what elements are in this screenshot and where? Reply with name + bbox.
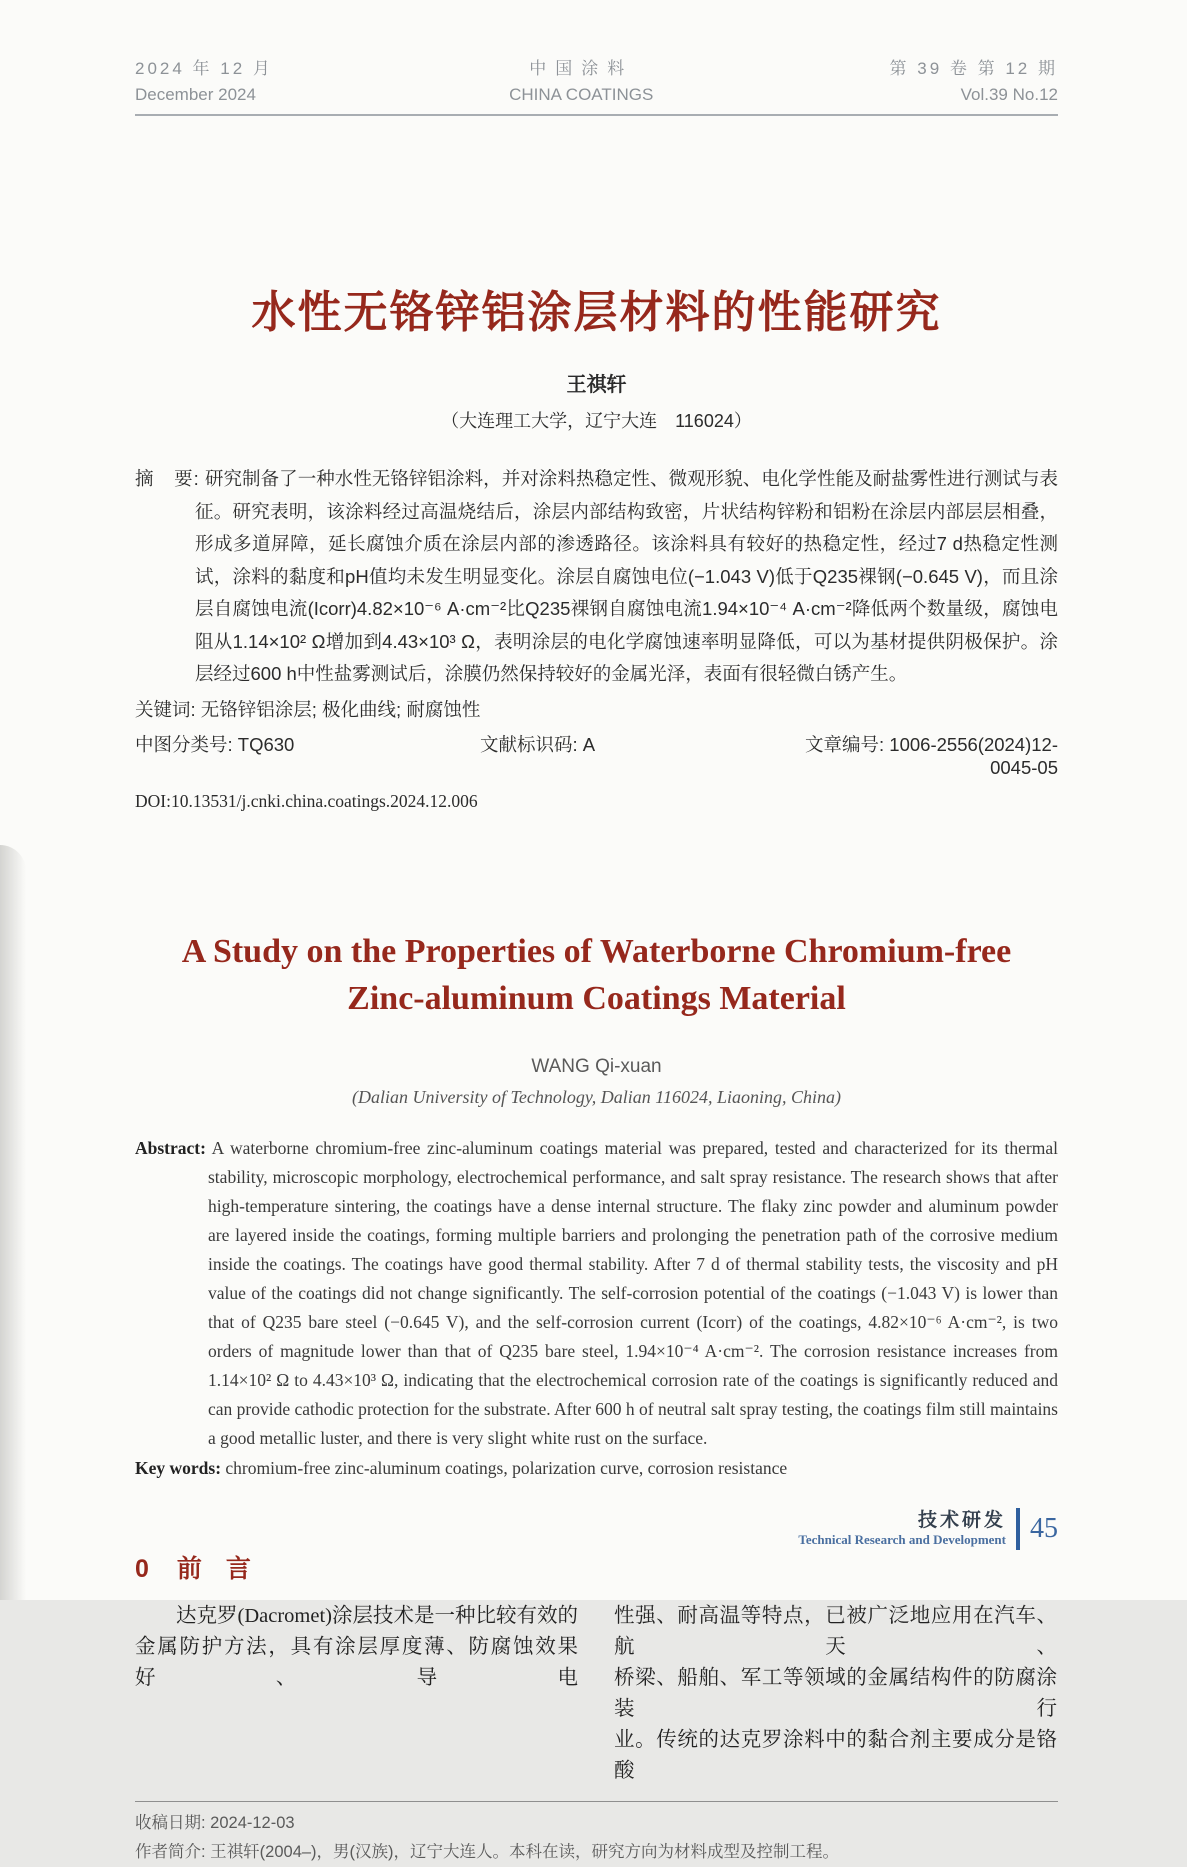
- intro-line: 金属防护方法，具有涂层厚度薄、防腐蚀效果好、导电: [135, 1635, 578, 1689]
- abstract-zh-label: 摘 要:: [135, 468, 200, 489]
- article-title-en-line1: A Study on the Properties of Waterborne Chromium-free: [181, 932, 1012, 970]
- article-title-zh: 水性无铬锌铝涂层材料的性能研究: [251, 288, 942, 337]
- header-date-en: December 2024: [135, 85, 256, 104]
- section-0-number: 0: [135, 1554, 149, 1583]
- article-number: 文章编号: 1006-2556(2024)12-0045-05: [805, 733, 1058, 778]
- article-title-en-line2: Zinc-aluminum Coatings Material: [347, 979, 846, 1017]
- page-content: [135, 0, 1058, 1867]
- abstract-zh-text: 研究制备了一种水性无铬锌铝涂料，并对涂料热稳定性、微观形貌、电化学性能及耐盐雾性进行测试与表征。研究表明，该涂料经过高温烧结后，涂层内部结构致密，片状结构锌粉和铝粉在涂层内部层层相叠，形成多道屏障，延长腐蚀介质在涂层内部的渗透路径。该涂料具有较好的热稳定性，经过7 d热稳定性测试，涂料的黏度和pH值均未发生明显变化。涂层自腐蚀电位(−1.043 V)低于Q235裸钢(−0.645 V)，而且涂层自腐蚀电流(Icorr)4.82×10⁻⁶ A·cm⁻²比Q235裸钢自腐蚀电流1.94×10⁻⁴ A·cm⁻²降低两个数量级，腐蚀电阻从1.14×10² Ω增加到4.43×10³ Ω，表明涂层的电化学腐蚀速率明显降低，可以为基材提供阴极保护。涂层经过600 h中性盐雾测试后，涂膜仍然保持较好的金属光泽，表面有很轻微白锈产生。: [195, 468, 1058, 684]
- intro-line: 性强、耐高温等特点，已被广泛地应用在汽车、航天、: [614, 1604, 1057, 1658]
- section-0-heading: [135, 1549, 1058, 1585]
- intro-line: 达克罗(Dacromet)涂层技术是一种比较有效的: [176, 1604, 578, 1627]
- article-affiliation-en: (Dalian University of Technology, Dalian 116024, Liaoning, China): [352, 1086, 841, 1107]
- meta-row: [135, 731, 1058, 779]
- abstract-en: [135, 1134, 1058, 1453]
- doi: DOI:10.13531/j.cnki.china.coatings.2024.12.006: [135, 790, 478, 811]
- intro-right-column: [614, 1601, 1057, 1787]
- intro-line: 桥梁、船舶、军工等领域的金属结构件的防腐涂装行: [614, 1666, 1057, 1720]
- footer-column-labels: [798, 1510, 1006, 1548]
- header-journal-en: CHINA COATINGS: [509, 85, 654, 104]
- clc-number: 中图分类号: TQ630: [135, 733, 295, 755]
- abstract-en-label: Abstract:: [135, 1137, 206, 1158]
- header-journal-name: [509, 56, 653, 108]
- header-issue: [890, 56, 1058, 108]
- page-footer: [798, 1508, 1058, 1550]
- abstract-zh: [135, 463, 1058, 691]
- article-title-en: [135, 928, 1058, 1022]
- keywords-zh-text: 无铬锌铝涂层; 极化曲线; 耐腐蚀性: [200, 698, 481, 720]
- footer-column-zh: 技术研发: [917, 1510, 1006, 1531]
- intro-columns: [135, 1601, 1058, 1787]
- keywords-en: [135, 1458, 1058, 1479]
- document-code: 文献标识码: A: [480, 733, 596, 755]
- keywords-zh-label: 关键词:: [135, 698, 196, 720]
- article-author-zh: 王祺轩: [566, 374, 627, 396]
- footer-divider-bar: [1016, 1508, 1020, 1550]
- keywords-zh: [135, 696, 1058, 722]
- header-issue-zh: 第 39 卷 第 12 期: [889, 59, 1058, 78]
- header-issue-en: Vol.39 No.12: [960, 85, 1058, 104]
- header-date: [135, 56, 273, 108]
- intro-left-column: [135, 1601, 578, 1787]
- author-bio: 作者简介: 王祺轩(2004–)，男(汉族)，辽宁大连人。本科在读，研究方向为材料成型及控制工程。: [135, 1842, 840, 1861]
- article-author-en: WANG Qi-xuan: [531, 1055, 662, 1077]
- section-0-title: 前言: [176, 1554, 275, 1583]
- footnote-divider: [135, 1801, 1058, 1802]
- keywords-en-text: chromium-free zinc-aluminum coatings, polarization curve, corrosion resistance: [225, 1457, 788, 1478]
- header-journal-zh: 中国涂料: [529, 59, 634, 78]
- received-date: 收稿日期: 2024-12-03: [135, 1813, 295, 1832]
- footnotes: [135, 1801, 1058, 1867]
- journal-header: [135, 56, 1058, 108]
- footer-column-en: Technical Research and Development: [798, 1532, 1006, 1547]
- keywords-en-label: Key words:: [135, 1457, 222, 1478]
- header-date-zh: 2024 年 12 月: [135, 59, 273, 78]
- abstract-en-text: A waterborne chromium-free zinc-aluminum coatings material was prepared, tested and characterized for its thermal stability, microscopic morphology, electrochemical performance, and salt spray resistance. The research shows that after high-temperature sintering, the coatings have a dense internal structure. The flaky zinc powder and aluminum powder are layered inside the coatings, forming multiple barriers and prolonging the penetration path of the corrosive medium inside the coatings. The coatings have good thermal stability. After 7 d of thermal stability tests, the viscosity and pH value of the coatings did not change significantly. The self-corrosion potential of the coatings (−1.043 V) is lower than that of Q235 bare steel (−0.645 V), and the self-corrosion current (Icorr) of the coatings, 4.82×10⁻⁶ A·cm⁻², is two orders of magnitude lower than that of Q235 bare steel, 1.94×10⁻⁴ A·cm⁻². The corrosion resistance increases from 1.14×10² Ω to 4.43×10³ Ω, indicating that the electrochemical corrosion rate of the coatings is significantly reduced and can provide cathodic protection for the substrate. After 600 h of neutral salt spray testing, the coatings film still maintains a good metallic luster, and there is very slight white rust on the surface.: [208, 1137, 1058, 1448]
- page-number: 45: [1030, 1513, 1058, 1544]
- intro-line: 业。传统的达克罗涂料中的黏合剂主要成分是铬酸: [614, 1728, 1057, 1782]
- scan-edge-shadow: [0, 845, 26, 1600]
- article-affiliation-zh: （大连理工大学，辽宁大连 116024）: [441, 411, 752, 431]
- header-divider: [135, 114, 1058, 116]
